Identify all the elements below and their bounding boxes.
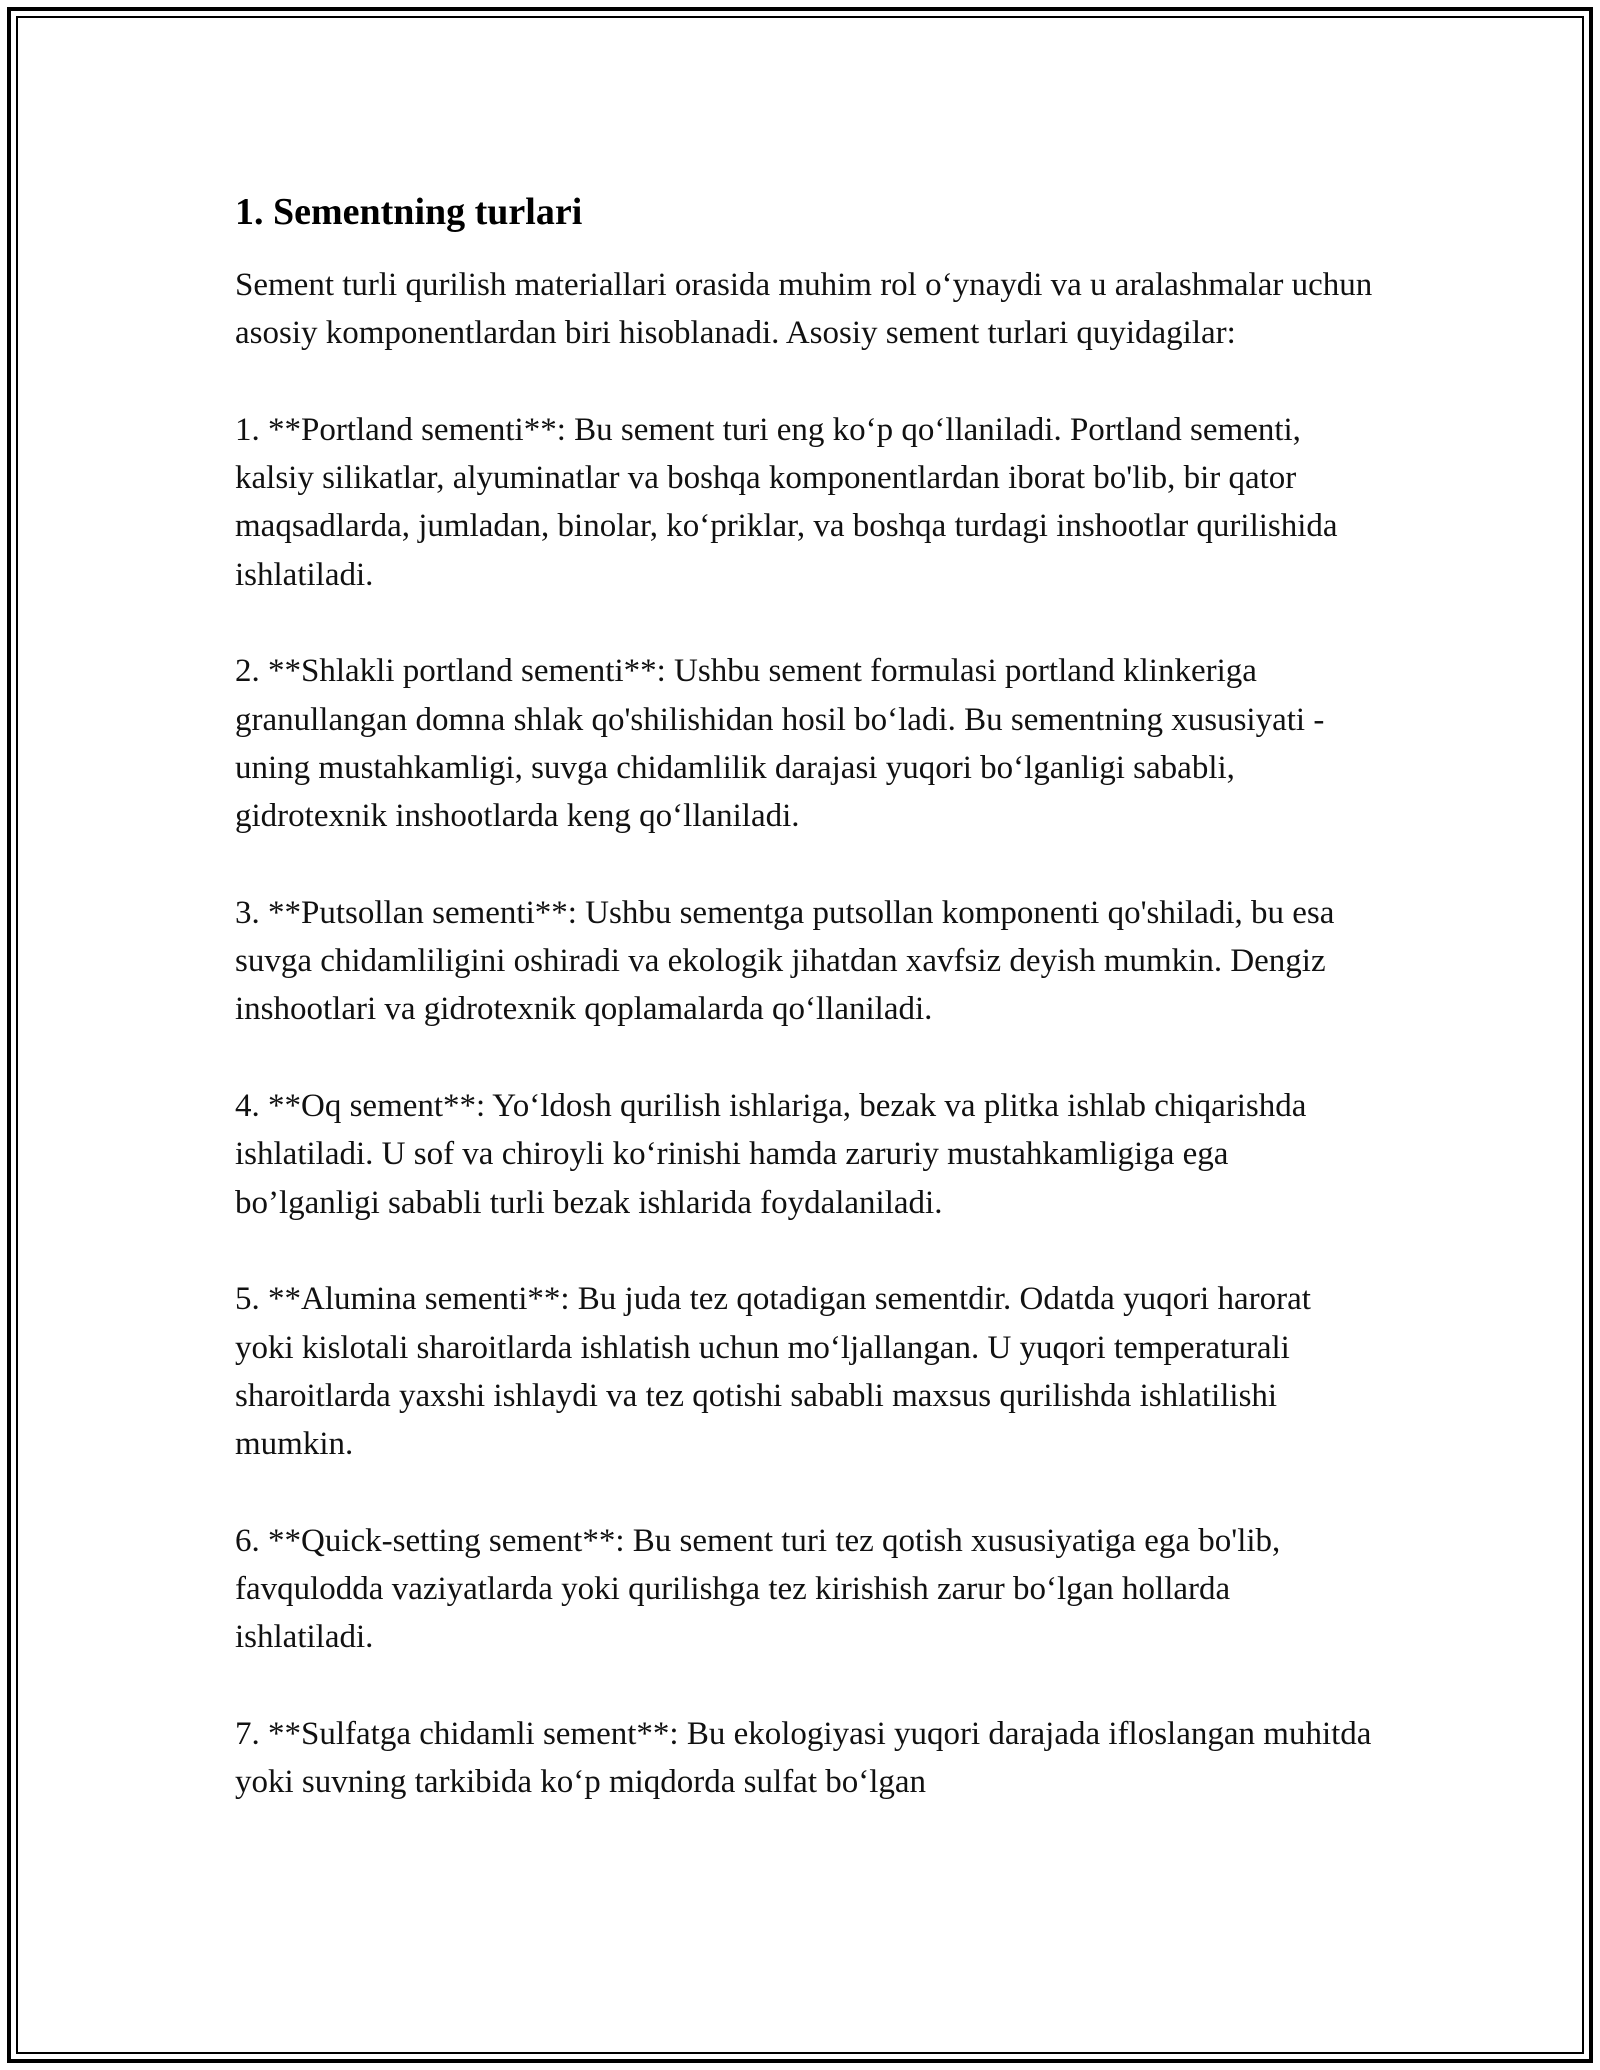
- list-item-oq: 4. **Oq sement**: Yo‘ldosh qurilish ishlariga, bezak va plitka ishlab chiqarishda ishlatiladi. U sof va chiroyli ko‘rinishi hamda zaruriy mustahkamligiga ega bo’lganligi sababli turli bezak ishlarida foydalaniladi.: [235, 1088, 1307, 1221]
- list-item-shlakli: 2. **Shlakli portland sementi**: Ushbu sement formulasi portland klinkeriga granullangan domna shlak qo'shilishidan hosil bo‘ladi. Bu sementning xususiyati - uning mustahkamligi, suvga chidamlilik darajasi yuqori bo‘lganligi sababli, gidrotexnik inshootlarda keng qo‘llaniladi.: [235, 653, 1325, 835]
- section-title: 1. Sementning turlari: [235, 191, 583, 233]
- list-item-alumina: 5. **Alumina sementi**: Bu juda tez qotadigan sementdir. Odatda yuqori harorat yoki kislotali sharoitlarda ishlatish uchun mo‘ljallangan. U yuqori temperaturali sharoitlarda yaxshi ishlaydi va tez qotishi sababli maxsus qurilishda ishlatilishi mumkin.: [235, 1281, 1311, 1463]
- document-body: [235, 188, 1375, 1807]
- list-item-portland: 1. **Portland sementi**: Bu sement turi eng ko‘p qo‘llaniladi. Portland sementi, kalsiy silikatlar, alyuminatlar va boshqa komponentlardan iborat bo'lib, bir qator maqsadlarda, jumladan, binolar, ko‘priklar, va boshqa turdagi inshootlar qurilishida ishlatiladi.: [235, 411, 1338, 593]
- intro-paragraph: Sement turli qurilish materiallari orasida muhim rol o‘ynaydi va u aralashmalar uchun asosiy komponentlardan biri hisoblanadi. Asosiy sement turlari quyidagilar:: [235, 267, 1373, 352]
- list-item-putsollan: 3. **Putsollan sementi**: Ushbu sementga putsollan komponenti qo'shiladi, bu esa suvga chidamliligini oshiradi va ekologik jihatdan xavfsiz deyish mumkin. Dengiz inshootlari va gidrotexnik qoplamalarda qo‘llaniladi.: [235, 894, 1335, 1028]
- list-item-sulfatga: 7. **Sulfatga chidamli sement**: Bu ekologiyasi yuqori darajada ifloslangan muhitda yoki suvning tarkibida ko‘p miqdorda sulfat bo‘lgan: [235, 1715, 1372, 1801]
- list-item-quick-setting: 6. **Quick-setting sement**: Bu sement turi tez qotish xususiyatiga ega bo'lib, favqulodda vaziyatlarda yoki qurilishga tez kirishish zarur bo‘lgan hollarda ishlatiladi.: [235, 1522, 1281, 1656]
